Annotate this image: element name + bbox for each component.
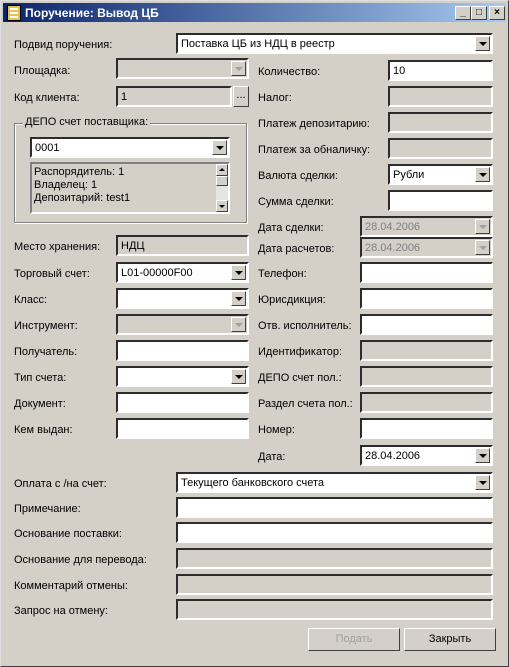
nalog-field (388, 86, 493, 107)
kem-vydan-input[interactable] (116, 418, 249, 439)
kolichestvo-label: Количество: (258, 66, 321, 78)
data-value: 28.04.2006 (365, 450, 421, 462)
ploshadka-select (116, 58, 249, 79)
poluchatel-input[interactable] (116, 340, 249, 361)
scroll-thumb[interactable] (216, 176, 228, 186)
data-label: Дата: (258, 451, 286, 463)
scroll-down-icon[interactable] (216, 200, 228, 212)
submit-button[interactable]: Подать (308, 628, 400, 651)
osnovanie-perevod-label: Основание для перевода: (14, 554, 147, 566)
kommentariy-label: Комментарий отмены: (14, 580, 128, 592)
podved-select[interactable] (176, 33, 493, 54)
chevron-down-icon (475, 240, 490, 255)
zapros-label: Запрос на отмену: (14, 605, 108, 617)
zapros-field (176, 599, 493, 620)
tip-scheta-select[interactable] (116, 366, 249, 387)
razdel-pol-label: Раздел счета пол.: (258, 398, 353, 410)
depo-pol-label: ДЕПО счет пол.: (258, 372, 342, 384)
mesto-field: НДЦ (116, 235, 249, 256)
list-item: Владелец: 1 (34, 179, 98, 191)
ploshadka-label: Площадка: (14, 65, 71, 77)
platezh-dep-label: Платеж депозитарию: (258, 118, 370, 130)
podved-value: Поставка ЦБ из НДЦ в реестр (181, 38, 335, 50)
mesto-label: Место хранения: (14, 241, 101, 253)
data-sdelki-value: 28.04.2006 (365, 221, 421, 233)
depo-schet-select[interactable] (30, 137, 230, 158)
yurisdikciya-label: Юрисдикция: (258, 294, 326, 306)
chevron-down-icon (231, 317, 246, 332)
chevron-down-icon[interactable] (212, 140, 227, 155)
otv-isp-label: Отв. исполнитель: (258, 320, 352, 332)
minimize-button[interactable]: _ (455, 6, 471, 20)
yurisdikciya-input[interactable] (360, 288, 493, 309)
valyuta-label: Валюта сделки: (258, 170, 339, 182)
primechanie-input[interactable] (176, 497, 493, 518)
instrument-label: Инструмент: (14, 320, 78, 332)
kolichestvo-input[interactable]: 10 (388, 60, 493, 81)
depo-info-scrollbar[interactable] (216, 164, 228, 212)
chevron-down-icon[interactable] (475, 448, 490, 463)
chevron-down-icon[interactable] (475, 36, 490, 51)
oplata-label: Оплата с /на счет: (14, 478, 107, 490)
kod-klienta-label: Код клиента: (14, 92, 80, 104)
browse-client-button[interactable]: ... (233, 86, 249, 107)
data-raschetov-label: Дата расчетов: (258, 243, 335, 255)
chevron-down-icon[interactable] (231, 265, 246, 280)
data-sdelki-label: Дата сделки: (258, 222, 324, 234)
kod-klienta-field: 1 (116, 86, 232, 107)
close-button[interactable]: Закрыть (404, 628, 496, 651)
app-icon (7, 5, 21, 21)
identifikator-field (360, 340, 493, 361)
torg-schet-label: Торговый счет: (14, 268, 90, 280)
telefon-label: Телефон: (258, 268, 307, 280)
data-sdelki-picker (360, 216, 493, 237)
chevron-down-icon[interactable] (231, 291, 246, 306)
torg-schet-value: L01-00000F00 (121, 267, 193, 279)
torg-schet-select[interactable] (116, 262, 249, 283)
chevron-down-icon[interactable] (475, 167, 490, 182)
chevron-down-icon (231, 61, 246, 76)
valyuta-select[interactable] (388, 164, 493, 185)
telefon-input[interactable] (360, 262, 493, 283)
depo-pol-field (360, 366, 493, 387)
osnovanie-post-input[interactable] (176, 522, 493, 543)
podved-label: Подвид поручения: (14, 39, 113, 51)
valyuta-value: Рубли (393, 169, 425, 181)
platezh-obn-label: Платеж за обналичку: (258, 144, 371, 156)
kem-vydan-label: Кем выдан: (14, 424, 73, 436)
window-title: Поручение: Вывод ЦБ (25, 6, 159, 20)
tip-scheta-label: Тип счета: (14, 372, 67, 384)
data-raschetov-picker (360, 237, 493, 258)
close-window-button[interactable]: × (489, 6, 505, 20)
klass-label: Класс: (14, 294, 47, 306)
klass-select[interactable] (116, 288, 249, 309)
summa-input[interactable] (388, 190, 493, 211)
depo-info-list (30, 162, 230, 214)
chevron-down-icon[interactable] (475, 475, 490, 490)
oplata-select[interactable] (176, 472, 493, 493)
nalog-label: Налог: (258, 92, 292, 104)
summa-label: Сумма сделки: (258, 196, 334, 208)
depo-group-caption: ДЕПО счет поставщика: (25, 116, 149, 128)
primechanie-label: Примечание: (14, 503, 81, 515)
chevron-down-icon[interactable] (231, 369, 246, 384)
instrument-select (116, 314, 249, 335)
platezh-obn-field (388, 138, 493, 159)
maximize-button[interactable]: □ (471, 6, 487, 20)
scroll-up-icon[interactable] (216, 164, 228, 176)
dokument-input[interactable] (116, 392, 249, 413)
list-item: Депозитарий: test1 (34, 192, 131, 204)
osnovanie-post-label: Основание поставки: (14, 528, 122, 540)
kommentariy-field (176, 574, 493, 595)
osnovanie-perevod-field (176, 548, 493, 569)
data-raschetov-value: 28.04.2006 (365, 242, 421, 254)
depo-schet-value: 0001 (35, 142, 60, 154)
otv-isp-input[interactable] (360, 314, 493, 335)
nomer-input[interactable] (360, 418, 493, 439)
dokument-label: Документ: (14, 398, 66, 410)
razdel-pol-field (360, 392, 493, 413)
title-bar (3, 3, 506, 22)
list-item: Распорядитель: 1 (34, 166, 125, 178)
chevron-down-icon (475, 219, 490, 234)
platezh-dep-field (388, 112, 493, 133)
poluchatel-label: Получатель: (14, 346, 78, 358)
identifikator-label: Идентификатор: (258, 346, 343, 358)
nomer-label: Номер: (258, 424, 295, 436)
data-picker[interactable] (360, 445, 493, 466)
oplata-value: Текущего банковского счета (181, 477, 325, 489)
